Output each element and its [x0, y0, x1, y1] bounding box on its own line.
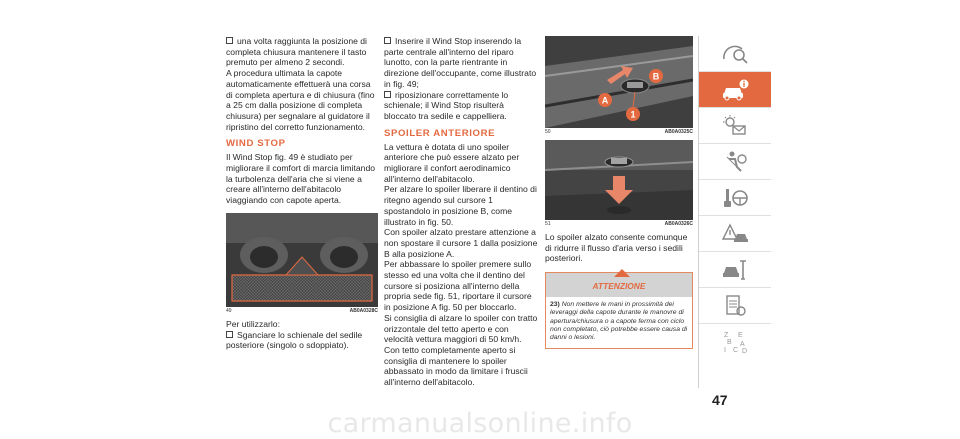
warning-title: ATTENZIONE: [592, 281, 646, 292]
figure-50: [545, 36, 693, 136]
car-info-icon: [721, 77, 749, 103]
warning-car-icon: [721, 221, 749, 247]
svg-text:Z: Z: [724, 331, 729, 339]
figure-number: 49: [226, 307, 232, 314]
spoiler-lower-photo: [545, 140, 693, 220]
page-number: 47: [712, 392, 728, 408]
figure-number: 50: [545, 129, 551, 135]
dashboard-search-icon: [721, 41, 749, 67]
wind-stop-illustration: [226, 213, 378, 307]
paragraph: Sganciare lo schienale del sedile posteriore (singolo o sdoppiato).: [226, 330, 378, 351]
label-b: B: [652, 71, 660, 82]
paragraph: Con spoiler alzato prestare attenzione a non spostare il cursore 1 dalla posizione B alla posizione A.: [384, 227, 538, 259]
sidebar-item-emergency[interactable]: [699, 216, 771, 252]
spoiler-lower-illustration: [545, 140, 693, 220]
svg-text:A: A: [740, 340, 745, 348]
section-heading-spoiler: SPOILER ANTERIORE: [384, 127, 496, 139]
svg-text:I: I: [724, 346, 726, 354]
warning-number: 23): [550, 301, 560, 309]
sidebar-item-car-info[interactable]: [699, 72, 771, 108]
paragraph: La vettura è dotata di uno spoiler anteriore che può essere alzato per migliorare il confort aerodinamico all'interno dell'abitacolo.: [384, 141, 520, 184]
sidebar-item-driving[interactable]: [699, 180, 771, 216]
svg-text:E: E: [738, 331, 743, 339]
figure-code: AB0A0326C: [664, 221, 693, 227]
figure-49: [226, 213, 378, 315]
svg-text:B: B: [727, 338, 732, 346]
paragraph: Lo spoiler alzato consente comunque di ridurre il flusso d'aria verso i sedili posteriori.: [545, 232, 688, 264]
warning-text: Non mettere le mani in prossimità dei leveraggi della capote durante le manovre di apertura/chiusura o a capote ferma con ciclo non completato, ciò potrebbe essere causa di danni o lesioni.: [550, 301, 688, 341]
sidebar-item-maintenance[interactable]: [699, 252, 771, 288]
paragraph: Per abbassare lo spoiler premere sullo stesso ed una volta che il dentino del cursore si posiziona all'interno della propria sede fig. 51, riportare il cursore in posizione A fig. 50 per bloccarlo.: [384, 259, 532, 313]
figure-number: 51: [545, 221, 551, 227]
paragraph: A procedura ultimata la capote automaticamente effettuerà una corsa di completa apertura e di chiusura (fino a 25 cm dalla posizione di completa chiusura) per segnalare al guidatore il ripristino del corretto funzionamento.: [226, 68, 375, 132]
paragraph: una volta raggiunta la posizione di completa chiusura mantenere il tasto premuto per almeno 2 secondi.: [226, 36, 378, 68]
sidebar-item-safety[interactable]: [699, 144, 771, 180]
sidebar-item-specs[interactable]: [699, 288, 771, 324]
label-a: A: [601, 95, 609, 106]
text-column-1: [226, 36, 378, 351]
text-column-3: [545, 36, 693, 349]
warning-box: [545, 272, 693, 349]
paragraph: Il Wind Stop fig. 49 è studiato per migliorare il comfort di marcia limitando la turbolenza dell'aria che si viene a creare all'interno dell'abitacolo viaggiando con capote aperta.: [226, 152, 376, 206]
paragraph: Con tetto completamente aperto si consiglia di mantenere lo spoiler abbassato in modo da limitare i fruscii all'interno dell'abitacolo.: [384, 344, 528, 388]
sidebar-item-index[interactable]: [699, 324, 771, 359]
airbag-seat-icon: [721, 149, 749, 175]
alphabet-index-icon: [721, 329, 749, 355]
spoiler-cursor-photo: [545, 36, 693, 128]
wind-stop-photo: [226, 213, 378, 307]
specs-document-icon: [721, 293, 749, 319]
paragraph: Per utilizzarlo:: [226, 318, 280, 329]
gear-steering-icon: [721, 185, 749, 211]
text-column-2: [384, 36, 538, 388]
paragraph: riposizionare correttamente lo schienale; il Wind Stop risulterà bloccato tra sedile e cappelliera.: [384, 90, 538, 122]
svg-text:C: C: [733, 346, 739, 354]
label-1: 1: [630, 109, 636, 120]
car-service-icon: [721, 257, 749, 283]
paragraph: Si consiglia di alzare lo spoiler con tratto orizzontale del tetto aperto e con velocità vettura maggiori di 50 km/h.: [384, 312, 538, 345]
figure-51: [545, 140, 693, 228]
section-heading-wind-stop: WIND STOP: [226, 138, 286, 150]
sidebar-item-lights[interactable]: [699, 108, 771, 144]
watermark: carmanualsonline.info: [327, 408, 633, 439]
figure-code: AB0A0325C: [664, 129, 693, 135]
lights-message-icon: [721, 113, 749, 139]
warning-body: [546, 297, 692, 348]
chapter-sidebar: [698, 36, 771, 388]
figure-code: AB0A0328C: [349, 307, 378, 314]
warning-triangle-icon: [614, 269, 630, 277]
spoiler-cursor-illustration: [545, 36, 693, 128]
warning-header: [546, 273, 692, 297]
paragraph: Inserire il Wind Stop inserendo la parte centrale all'interno del riparo lunotto, con la parte rientrante in direzione dell'occupante, come illustrato in fig. 49;: [384, 36, 537, 89]
paragraph: Per alzare lo spoiler liberare il dentino di ritegno agendo sul cursore 1 spostandolo in posizione B, come illustrato in fig. 50.: [384, 184, 537, 227]
sidebar-item-dashboard[interactable]: [699, 36, 771, 72]
svg-text:D: D: [742, 347, 748, 355]
